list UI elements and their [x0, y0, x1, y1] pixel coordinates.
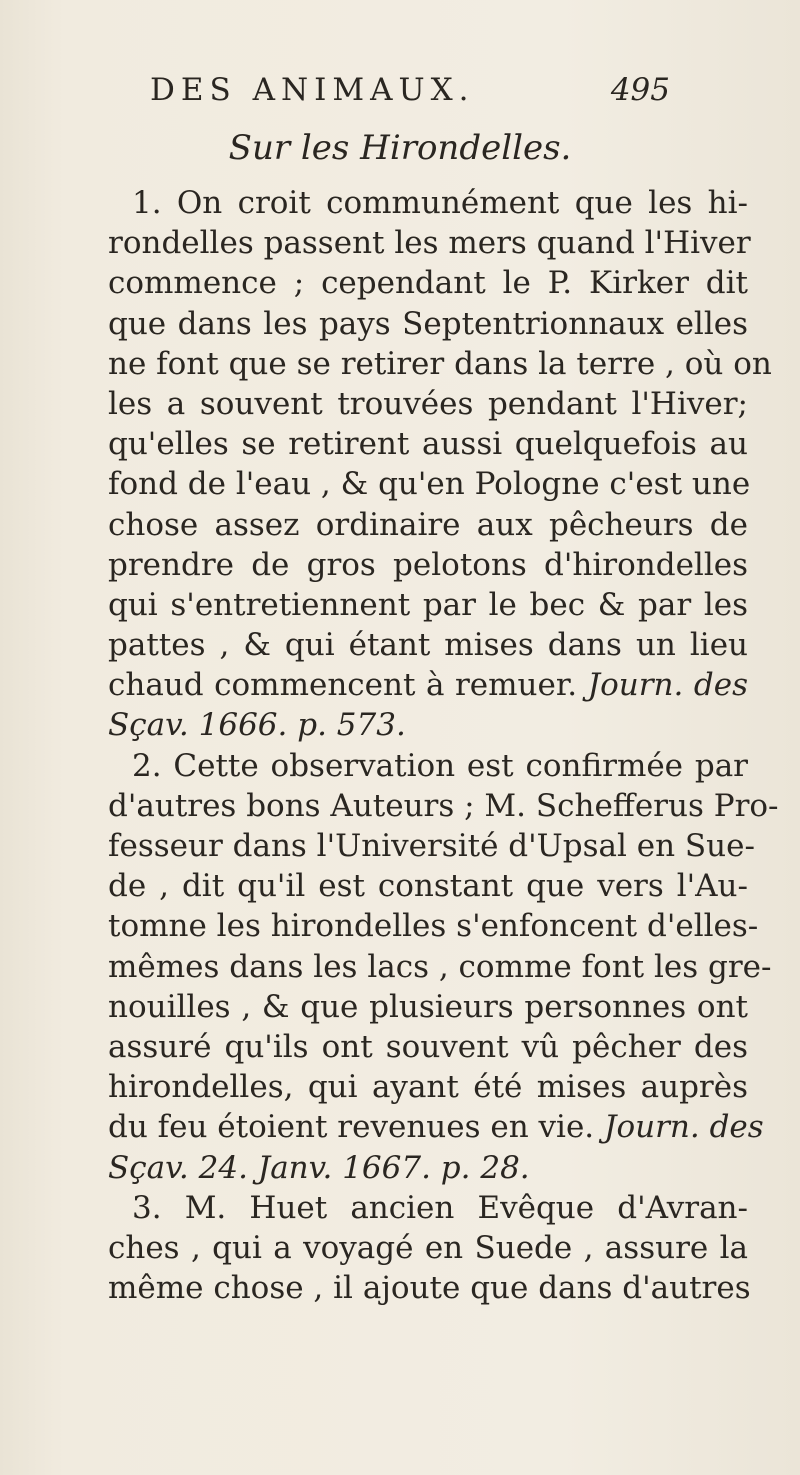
running-head: DES ANIMAUX.	[150, 72, 475, 108]
line-text: ches , qui a voyagé en Suede , assure la	[108, 1229, 748, 1266]
line-text: nouilles , & que plusieurs personnes ont	[108, 988, 748, 1025]
citation-reference: Journ. des	[587, 667, 748, 704]
line-text: qui s'entretiennent par le bec & par les	[108, 586, 748, 623]
line-text: ne font que se retirer dans la terre , où on	[108, 345, 772, 382]
line-text: mêmes dans les lacs , comme font les gre-	[108, 948, 772, 985]
line-text: 3. M. Huet ancien Evêque d'Avran-	[132, 1189, 748, 1226]
text-line	[108, 1268, 751, 1308]
text-line	[108, 786, 779, 826]
line-text: prendre de gros pelotons d'hirondelles	[108, 546, 748, 583]
text-line	[108, 384, 748, 424]
body-text	[108, 183, 779, 1308]
text-line	[108, 1148, 748, 1188]
line-text: fesseur dans l'Université d'Upsal en Sue-	[108, 828, 755, 864]
text-line	[108, 906, 759, 946]
line-text: même chose , il ajoute que dans d'autres	[108, 1270, 751, 1307]
text-line	[108, 746, 748, 786]
page-header	[150, 72, 670, 112]
text-line	[108, 223, 751, 263]
line-text: hirondelles, qui ayant été mises auprès	[108, 1069, 748, 1106]
text-line	[108, 344, 772, 384]
line-text: chaud commencent à remuer.	[108, 667, 588, 704]
text-line	[108, 263, 748, 303]
text-line	[108, 424, 748, 464]
line-text: chose assez ordinaire aux pêcheurs de	[108, 506, 748, 543]
line-text: 1. On croit communément que les hi-	[132, 185, 748, 221]
text-line	[108, 1027, 748, 1067]
line-text: pattes , & qui étant mises dans un lieu	[108, 627, 748, 664]
text-line	[108, 304, 748, 344]
text-line	[108, 826, 755, 866]
text-line	[108, 987, 748, 1027]
text-line	[108, 625, 748, 665]
line-text: assuré qu'ils ont souvent vû pêcher des	[108, 1028, 748, 1065]
line-text: d'autres bons Auteurs ; M. Schefferus Pro-	[108, 787, 779, 824]
text-line	[108, 665, 748, 705]
citation-reference: Journ. des	[604, 1109, 764, 1146]
text-line	[108, 1228, 748, 1268]
line-text: du feu étoient revenues en vie.	[108, 1109, 605, 1146]
text-line	[108, 1188, 748, 1228]
section-title: Sur les Hirondelles.	[228, 128, 572, 168]
line-text: 2. Cette observation est confirmée par	[132, 747, 748, 784]
text-line	[108, 1067, 748, 1107]
text-line	[108, 505, 748, 545]
page-number: 495	[610, 72, 670, 108]
text-line	[108, 866, 748, 906]
line-text: de , dit qu'il est constant que vers l'Au-	[108, 868, 748, 905]
citation-reference: Sçav. 1666. p. 573.	[108, 707, 406, 744]
text-line	[108, 1107, 764, 1147]
citation-reference: Sçav. 24. Janv. 1667. p. 28.	[108, 1149, 530, 1186]
text-line	[108, 464, 751, 504]
line-text: fond de l'eau , & qu'en Pologne c'est une	[108, 466, 751, 503]
text-line	[108, 705, 748, 745]
text-line	[108, 585, 748, 625]
line-text: qu'elles se retirent aussi quelquefois au	[108, 426, 748, 463]
line-text: commence ; cependant le P. Kirker dit	[108, 265, 748, 302]
line-text: tomne les hirondelles s'enfoncent d'elles-	[108, 908, 759, 945]
text-line	[108, 545, 748, 585]
text-line	[108, 947, 772, 987]
line-text: que dans les pays Septentrionnaux elles	[108, 305, 748, 342]
line-text: rondelles passent les mers quand l'Hiver	[108, 225, 751, 262]
text-line	[108, 183, 748, 223]
line-text: les a souvent trouvées pendant l'Hiver;	[108, 385, 748, 422]
